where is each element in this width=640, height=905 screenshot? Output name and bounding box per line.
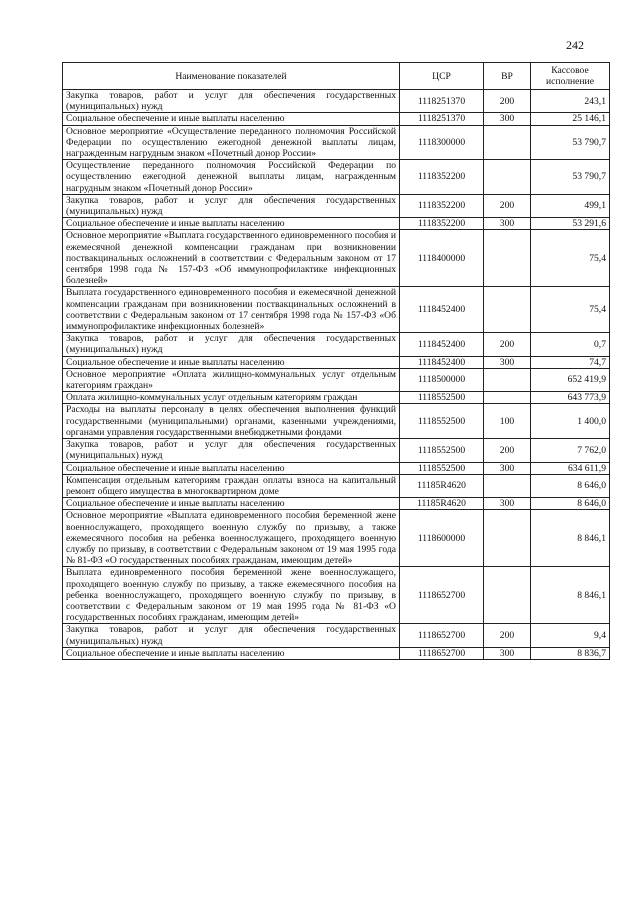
row-sum-cell: 243,1	[531, 90, 610, 113]
row-vr-cell	[484, 510, 531, 567]
row-vr-cell: 300	[484, 113, 531, 125]
row-csr-cell: 1118251370	[400, 90, 484, 113]
row-vr-cell	[484, 392, 531, 404]
row-vr-cell: 300	[484, 218, 531, 230]
row-sum-cell: 1 400,0	[531, 404, 610, 439]
table-row	[63, 333, 610, 356]
row-csr-cell: 11185R4620	[400, 474, 484, 497]
row-sum-cell: 8 646,0	[531, 474, 610, 497]
table-row	[63, 356, 610, 368]
row-name-cell: Социальное обеспечение и иные выплаты населению	[63, 218, 400, 230]
row-csr-cell: 1118552500	[400, 439, 484, 462]
table-row	[63, 439, 610, 462]
row-vr-cell: 200	[484, 90, 531, 113]
table-row	[63, 498, 610, 510]
table-row	[63, 510, 610, 567]
row-sum-cell: 75,4	[531, 287, 610, 333]
table-row	[63, 392, 610, 404]
table-row	[63, 462, 610, 474]
row-name-cell: Социальное обеспечение и иные выплаты населению	[63, 647, 400, 659]
row-csr-cell: 1118552500	[400, 462, 484, 474]
row-vr-cell: 300	[484, 498, 531, 510]
table-row	[63, 624, 610, 647]
row-csr-cell: 1118452400	[400, 287, 484, 333]
row-name-cell: Выплата государственного единовременного пособия и ежемесячной денежной компенсации гражданам при возникновении поствакцинальных осложнений в соответствии с Федеральным законом от 17 сентября 1998 года № 157-ФЗ «Об иммунопрофилактике инфекционных болезней»	[63, 287, 400, 333]
row-name-cell: Социальное обеспечение и иные выплаты населению	[63, 113, 400, 125]
row-csr-cell: 1118552500	[400, 404, 484, 439]
row-name-cell: Оплата жилищно-коммунальных услуг отдельным категориям граждан	[63, 392, 400, 404]
row-sum-cell: 652 419,9	[531, 368, 610, 391]
row-sum-cell: 8 846,1	[531, 510, 610, 567]
row-sum-cell: 75,4	[531, 230, 610, 287]
table-row	[63, 125, 610, 160]
row-name-cell: Закупка товаров, работ и услуг для обеспечения государственных (муниципальных) нужд	[63, 439, 400, 462]
row-sum-cell: 634 611,9	[531, 462, 610, 474]
header-csr: ЦСР	[400, 63, 484, 90]
row-sum-cell: 7 762,0	[531, 439, 610, 462]
header-sum: Кассовое исполнение	[531, 63, 610, 90]
row-vr-cell	[484, 287, 531, 333]
row-name-cell: Компенсация отдельным категориям граждан оплаты взноса на капитальный ремонт общего имущества в многоквартирном доме	[63, 474, 400, 497]
table-row	[63, 230, 610, 287]
row-csr-cell: 1118352200	[400, 194, 484, 217]
header-name: Наименование показателей	[63, 63, 400, 90]
row-csr-cell: 1118352200	[400, 160, 484, 195]
row-csr-cell: 1118652700	[400, 647, 484, 659]
row-name-cell: Осуществление переданного полномочия Российской Федерации по осуществлению ежегодной денежной выплаты лицам, награжденным нагрудным знаком «Почетный донор России»	[63, 160, 400, 195]
table-row	[63, 647, 610, 659]
row-name-cell: Закупка товаров, работ и услуг для обеспечения государственных (муниципальных) нужд	[63, 194, 400, 217]
row-sum-cell: 53 790,7	[531, 160, 610, 195]
row-sum-cell: 8 646,0	[531, 498, 610, 510]
row-sum-cell: 499,1	[531, 194, 610, 217]
row-vr-cell	[484, 230, 531, 287]
row-name-cell: Социальное обеспечение и иные выплаты населению	[63, 462, 400, 474]
table-row	[63, 90, 610, 113]
row-vr-cell: 300	[484, 647, 531, 659]
table-body	[63, 90, 610, 660]
row-csr-cell: 1118600000	[400, 510, 484, 567]
row-csr-cell: 1118552500	[400, 392, 484, 404]
row-name-cell: Основное мероприятие «Оплата жилищно-коммунальных услуг отдельным категориям граждан»	[63, 368, 400, 391]
row-vr-cell	[484, 125, 531, 160]
row-vr-cell: 300	[484, 462, 531, 474]
row-sum-cell: 8 836,7	[531, 647, 610, 659]
row-csr-cell: 1118352200	[400, 218, 484, 230]
header-vr: ВР	[484, 63, 531, 90]
row-name-cell: Выплата единовременного пособия беременной жене военнослужащего, проходящего военную службу по призыву, а также ежемесячного пособия на ребенка военнослужащего, проходящего военную службу по призыву, в соответствии с Федеральным законом от 19 мая 1995 года № 81-ФЗ «О государственных пособиях гражданам, имеющим детей»	[63, 567, 400, 624]
table-row	[63, 368, 610, 391]
row-vr-cell: 200	[484, 194, 531, 217]
table-row	[63, 160, 610, 195]
row-name-cell: Закупка товаров, работ и услуг для обеспечения государственных (муниципальных) нужд	[63, 333, 400, 356]
row-vr-cell: 200	[484, 439, 531, 462]
row-vr-cell: 200	[484, 333, 531, 356]
row-vr-cell	[484, 368, 531, 391]
row-csr-cell: 1118452400	[400, 356, 484, 368]
table-row	[63, 218, 610, 230]
table-header-row	[63, 63, 610, 90]
row-name-cell: Закупка товаров, работ и услуг для обеспечения государственных (муниципальных) нужд	[63, 624, 400, 647]
row-csr-cell: 1118500000	[400, 368, 484, 391]
row-csr-cell: 11185R4620	[400, 498, 484, 510]
table-row	[63, 287, 610, 333]
table-row	[63, 194, 610, 217]
table-row	[63, 474, 610, 497]
row-csr-cell: 1118300000	[400, 125, 484, 160]
row-vr-cell: 200	[484, 624, 531, 647]
row-sum-cell: 643 773,9	[531, 392, 610, 404]
row-csr-cell: 1118652700	[400, 624, 484, 647]
row-name-cell: Социальное обеспечение и иные выплаты населению	[63, 498, 400, 510]
row-name-cell: Основное мероприятие «Выплата государственного единовременного пособия и ежемесячной денежной компенсации гражданам при возникновении поствакцинальных осложнений в соответствии с Федеральным законом от 17 сентября 1998 года № 157-ФЗ «Об иммунопрофилактике инфекционных болезней»	[63, 230, 400, 287]
row-name-cell: Социальное обеспечение и иные выплаты населению	[63, 356, 400, 368]
page-number: 242	[566, 38, 584, 52]
row-vr-cell	[484, 160, 531, 195]
row-vr-cell: 300	[484, 356, 531, 368]
row-name-cell: Расходы на выплаты персоналу в целях обеспечения выполнения функций государственными (муниципальными) органами, казенными учреждениями, органами управления государственными внебюджетными фондами	[63, 404, 400, 439]
row-sum-cell: 8 846,1	[531, 567, 610, 624]
row-vr-cell: 100	[484, 404, 531, 439]
row-csr-cell: 1118251370	[400, 113, 484, 125]
row-sum-cell: 9,4	[531, 624, 610, 647]
table-row	[63, 404, 610, 439]
row-csr-cell: 1118652700	[400, 567, 484, 624]
row-sum-cell: 0,7	[531, 333, 610, 356]
row-name-cell: Основное мероприятие «Осуществление переданного полномочия Российской Федерации по осуществлению ежегодной денежной выплаты лицам, награжденным нагрудным знаком «Почетный донор России»	[63, 125, 400, 160]
table-row	[63, 567, 610, 624]
row-sum-cell: 74,7	[531, 356, 610, 368]
table-row	[63, 113, 610, 125]
row-sum-cell: 53 790,7	[531, 125, 610, 160]
row-name-cell: Основное мероприятие «Выплата единовременного пособия беременной жене военнослужащего, проходящего военную службу по призыву, а также ежемесячного пособия на ребенка военнослужащего, проходящего военную службу по призыву, в соответствии с Федеральным законом от 19 мая 1995 года № 81-ФЗ «О государственных пособиях гражданам, имеющим детей»	[63, 510, 400, 567]
row-vr-cell	[484, 567, 531, 624]
row-sum-cell: 25 146,1	[531, 113, 610, 125]
budget-table	[62, 62, 610, 660]
row-name-cell: Закупка товаров, работ и услуг для обеспечения государственных (муниципальных) нужд	[63, 90, 400, 113]
row-vr-cell	[484, 474, 531, 497]
row-sum-cell: 53 291,6	[531, 218, 610, 230]
row-csr-cell: 1118400000	[400, 230, 484, 287]
row-csr-cell: 1118452400	[400, 333, 484, 356]
